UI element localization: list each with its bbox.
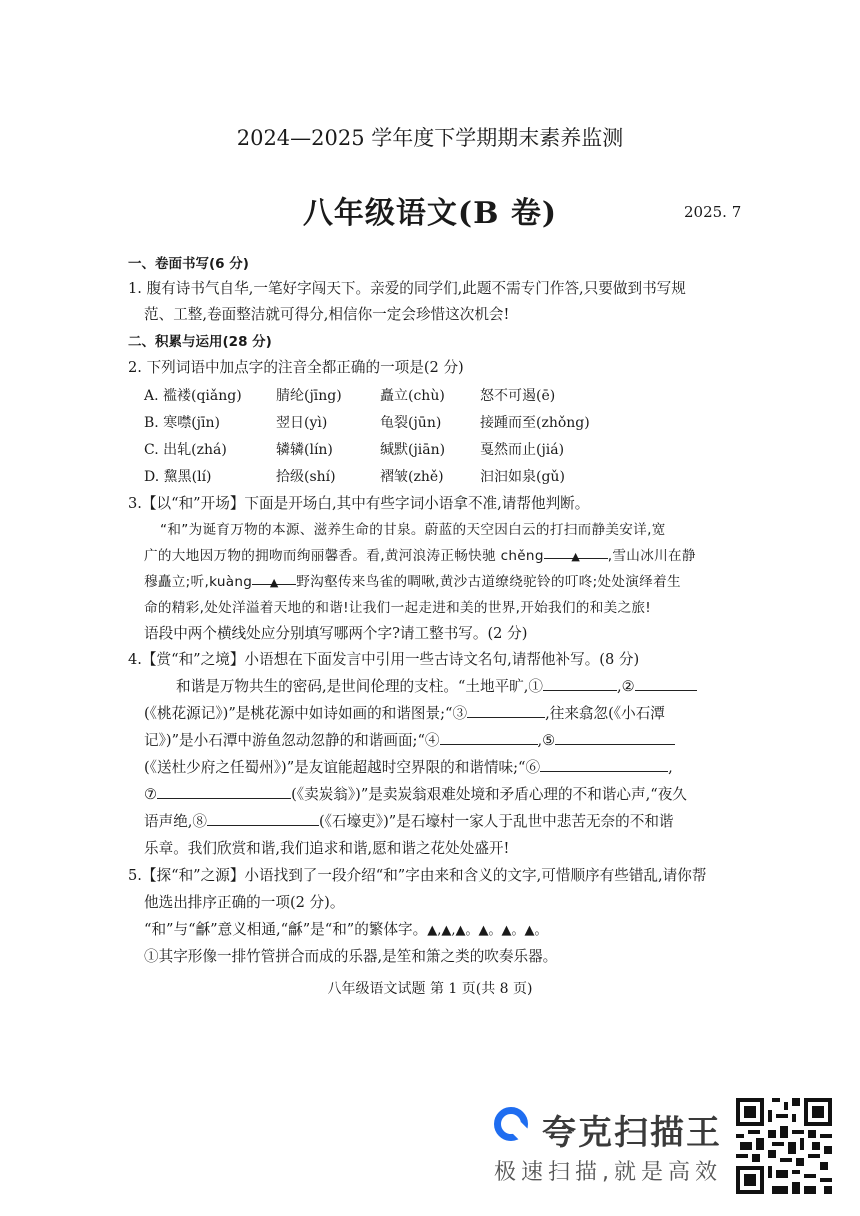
option-d-1: D. 黧黑(lí) <box>144 469 212 485</box>
answer-blank-q4-8[interactable] <box>207 809 319 826</box>
q5-line4: ①其字形像一排竹管拼合而成的乐器,是笙和箫之类的吹奏乐器。 <box>144 948 558 965</box>
q4-line3 <box>144 727 675 755</box>
option-d-3: 褶皱(zhě) <box>380 469 444 485</box>
q4-line3a: 记》)”是小石潭中游鱼忽动忽静的和谐画面;“④ <box>144 732 440 749</box>
option-c-2: 辚辚(lín) <box>276 442 333 458</box>
q5-order-markers: ▲,▲,▲。▲。▲。▲。 <box>427 923 548 938</box>
q4-line2 <box>144 700 665 728</box>
q5-line1: 5.【探“和”之源】小语找到了一段介绍“和”字由来和含义的文字,可惜顺序有些错乱,请你帮 <box>128 867 707 884</box>
q2-stem: 2. 下列词语中加点字的注音全都正确的一项是(2 分) <box>128 359 464 376</box>
q4-line4 <box>144 754 673 782</box>
q4-line1a: 和谐是万物共生的密码,是世间伦理的支柱。“土地平旷,① <box>176 678 543 695</box>
option-a-4: 怒不可遏(ē) <box>480 388 556 404</box>
answer-blank-q4-5[interactable] <box>555 728 675 745</box>
q3-passage-3 <box>144 568 681 596</box>
q4-line3b: ,⑤ <box>537 732 556 749</box>
q5-line2: 他选出排序正确的一项(2 分)。 <box>144 894 345 911</box>
answer-blank-q4-1[interactable] <box>543 674 617 691</box>
section2-heading: 二、积累与运用(28 分) <box>128 334 272 350</box>
q5-line3 <box>144 916 548 945</box>
q4-line5 <box>144 781 687 809</box>
q3-passage-2a: 广的大地因万物的拥吻而绚丽馨香。看,黄河浪涛正畅快驰 chěng <box>144 548 544 564</box>
q3-passage-3a: 穆矗立;听,kuàng <box>144 574 253 590</box>
q4-line5a: ⑦ <box>144 786 158 803</box>
q4-line7: 乐章。我们欣赏和谐,我们追求和谐,愿和谐之花处处盛开! <box>144 840 510 857</box>
page-footer: 八年级语文试题 第 1 页(共 8 页) <box>327 981 533 997</box>
q3-question: 语段中两个横线处应分别填写哪两个字?请工整书写。(2 分) <box>144 625 528 642</box>
q4-line6a: 语声绝,⑧ <box>144 813 208 830</box>
q3-passage-2 <box>144 542 696 570</box>
option-b-2: 翌日(yì) <box>276 415 328 431</box>
brand-tagline: 极速扫描,就是高效 <box>494 1160 722 1185</box>
q4-line1b: ,② <box>617 678 635 695</box>
section1-heading: 一、卷面书写(6 分) <box>128 256 249 272</box>
q3-passage-3b: 野沟壑传来鸟雀的啁啾,黄沙古道缭绕驼铃的叮咚;处处演绎着生 <box>296 574 681 590</box>
option-d-2: 拾级(shí) <box>276 469 336 485</box>
q4-line6b: (《石壕吏》)”是石壕村一家人于乱世中悲苦无奈的不和谐 <box>319 813 674 830</box>
q3-passage-2b: ,雪山冰川在静 <box>607 548 696 564</box>
scanner-watermark <box>490 1095 730 1195</box>
q1-line1: 1. 腹有诗书气自华,一笔好字闯天下。亲爱的同学们,此题不需专门作答,只要做到书写规 <box>128 280 686 297</box>
q4-line4a: (《送杜少府之任蜀州》)”是友谊能超越时空界限的和谐情味;“⑥ <box>144 759 541 776</box>
option-c-4: 戛然而止(jiá) <box>480 442 565 458</box>
q4-line6 <box>144 808 674 836</box>
answer-blank-q4-2[interactable] <box>635 674 697 691</box>
option-a-2: 腈纶(jīng) <box>276 388 342 404</box>
answer-blank-q4-3[interactable] <box>467 701 545 718</box>
q4-line5b: (《卖炭翁》)”是卖炭翁艰难处境和矛盾心理的不和谐心声,“夜久 <box>291 786 687 803</box>
q4-line4b: , <box>668 759 673 776</box>
option-a-3: 矗立(chù) <box>380 388 445 404</box>
q4-line2b: ,往来翕忽(《小石潭 <box>545 705 665 722</box>
option-a-1: A. 褴褛(qiǎng) <box>144 388 242 404</box>
qr-code-icon <box>736 1098 832 1194</box>
q4-line2a: (《桃花源记》)”是桃花源中如诗如画的和谐图景;“③ <box>144 705 468 722</box>
blank-marker: ▲ <box>571 550 581 563</box>
option-b-1: B. 寒噤(jīn) <box>144 415 220 431</box>
option-c-1: C. 出轧(zhá) <box>144 442 227 458</box>
exam-subtitle: 八年级语文(B 卷) <box>302 196 558 231</box>
exam-date: 2025. 7 <box>684 203 742 221</box>
answer-blank-q4-7[interactable] <box>157 782 291 799</box>
option-b-4: 接踵而至(zhǒng) <box>480 415 590 431</box>
answer-blank-2[interactable] <box>252 568 296 589</box>
brand-name: 夸克扫描王 <box>542 1113 722 1153</box>
option-b-3: 龟裂(jūn) <box>380 415 442 431</box>
blank-marker: ▲ <box>269 576 279 589</box>
q3-passage-4: 命的精彩,处处洋溢着天地的和谐!让我们一起走进和美的世界,开始我们的和美之旅! <box>144 600 652 616</box>
q4-stem: 4.【赏“和”之境】小语想在下面发言中引用一些古诗文名句,请帮他补写。(8 分) <box>128 651 640 668</box>
option-c-3: 缄默(jiān) <box>380 442 446 458</box>
q3-stem: 3.【以“和”开场】下面是开场白,其中有些字词小语拿不准,请帮他判断。 <box>128 495 590 512</box>
q1-line2: 范、工整,卷面整洁就可得分,相信你一定会珍惜这次机会! <box>144 306 510 323</box>
q3-passage-1: “和”为诞育万物的本源、滋养生命的甘泉。蔚蓝的天空因白云的打扫而静美安详,宽 <box>160 522 666 538</box>
option-d-4: 汩汩如泉(gǔ) <box>480 469 565 485</box>
answer-blank-1[interactable] <box>544 542 608 563</box>
q4-line1 <box>176 673 697 701</box>
q5-line3a: “和”与“龢”意义相通,“龢”是“和”的繁体字。 <box>144 921 428 938</box>
exam-title: 2024—2025 学年度下学期期末素养监测 <box>236 126 624 150</box>
answer-blank-q4-6[interactable] <box>540 755 668 772</box>
answer-blank-q4-4[interactable] <box>440 728 538 745</box>
